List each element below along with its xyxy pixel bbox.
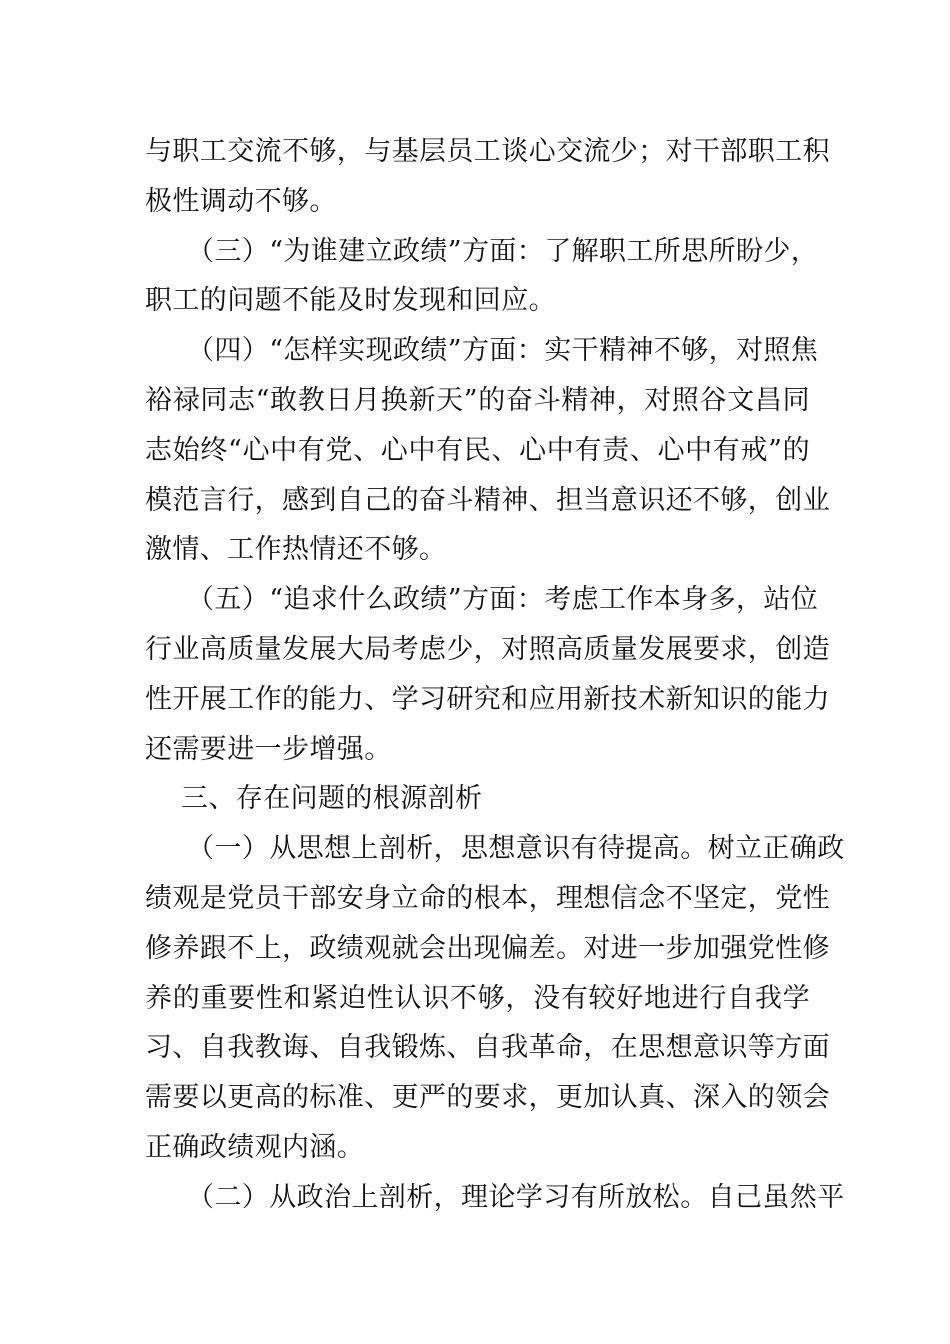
text-line: 三、存在问题的根源剖析: [181, 783, 483, 815]
text-line: 性开展工作的能力、学习研究和应用新技术新知识的能力: [145, 683, 830, 715]
text-line: 极性调动不够。: [145, 185, 337, 217]
text-line: 行业高质量发展大局考虑少，对照高质量发展要求，创造: [145, 633, 830, 665]
text-line: 与职工交流不够，与基层员工谈心交流少；对干部职工积: [145, 136, 830, 167]
text-line: （三）“为谁建立政绩”方面：了解职工所思所盼少，: [187, 235, 819, 267]
text-line: 养的重要性和紧迫性认识不够，没有较好地进行自我学: [145, 982, 810, 1014]
paragraph-item-4-cont: [145, 376, 830, 575]
paragraph-continuation: [145, 127, 830, 227]
text-line: （四）“怎样实现政绩”方面：实干精神不够，对照焦: [187, 335, 819, 367]
paragraph-s3-item-1: [145, 824, 845, 874]
text-line: （五）“追求什么政绩”方面：考虑工作本身多，站位: [187, 584, 819, 616]
text-line: 激情、工作热情还不够。: [145, 534, 447, 566]
paragraph-item-3-cont: [145, 276, 810, 326]
document-body: [145, 127, 845, 1223]
text-line: （二）从政治上剖析，理论学习有所放松。自己虽然平: [187, 1181, 845, 1213]
section-heading: [145, 774, 810, 824]
paragraph-s3-item-1-cont: [145, 874, 830, 1173]
text-line: 修养跟不上，政绩观就会出现偏差。对进一步加强党性修: [145, 932, 830, 964]
text-line: 需要以更高的标准、更严的要求，更加认真、深入的领会: [145, 1082, 830, 1114]
paragraph-item-5-cont: [145, 625, 830, 774]
text-line: 模范言行，感到自己的奋斗精神、担当意识还不够，创业: [145, 484, 830, 516]
paragraph-s3-item-2: [145, 1173, 845, 1223]
text-line: 绩观是党员干部安身立命的根本，理想信念不坚定，党性: [145, 882, 830, 914]
paragraph-item-3: [145, 227, 819, 277]
text-line: 正确政绩观内涵。: [145, 1131, 365, 1163]
text-line: 裕禄同志“敢教日月换新天”的奋斗精神，对照谷文昌同: [145, 384, 810, 416]
paragraph-item-4: [145, 326, 819, 376]
text-line: 志始终“心中有党、心中有民、心中有责、心中有戒”的: [145, 434, 810, 466]
text-line: 习、自我教诲、自我锻炼、自我革命，在思想意识等方面: [145, 1032, 830, 1064]
text-line: 职工的问题不能及时发现和回应。: [145, 285, 556, 317]
text-line: 还需要进一步增强。: [145, 733, 392, 765]
paragraph-item-5: [145, 575, 819, 625]
text-line: （一）从思想上剖析，思想意识有待提高。树立正确政: [187, 833, 845, 865]
